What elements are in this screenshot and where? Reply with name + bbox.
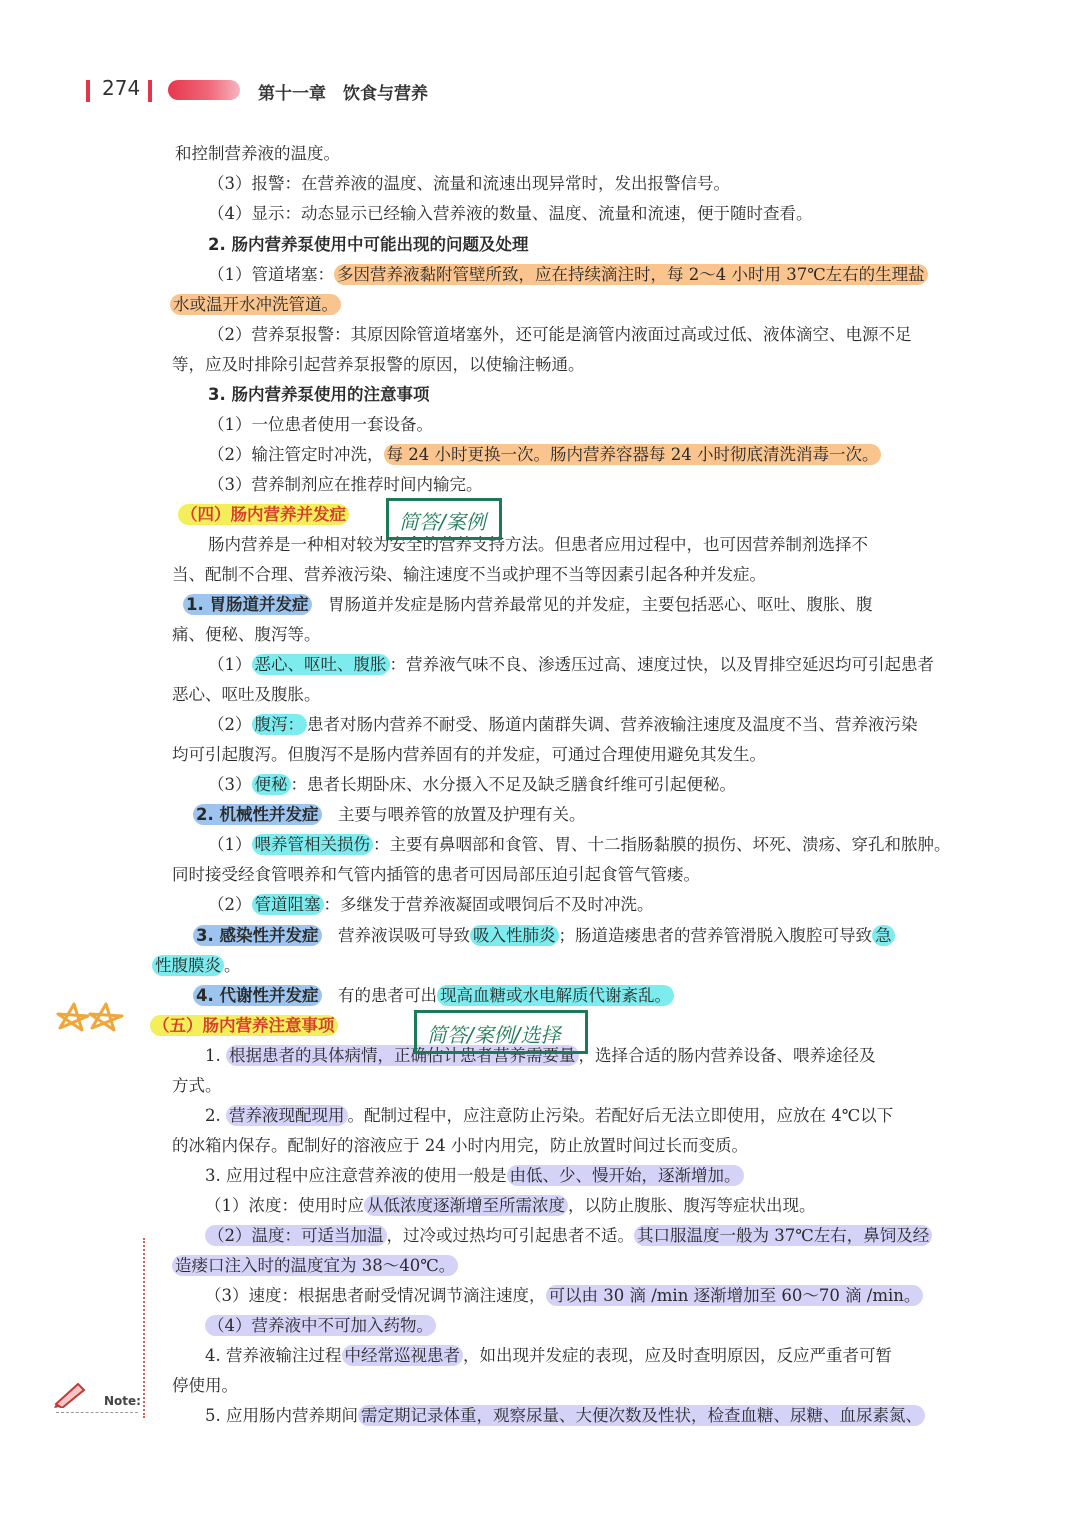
text-line [172, 563, 766, 587]
chapter-title: 第十一章 饮食与营养 [258, 84, 428, 104]
highlighted-text: 营养液现配现用 [226, 1105, 348, 1126]
highlighted-text: 恶心、呕吐、腹胀 [252, 654, 390, 675]
highlighted-text: 可以由 30 滴 /min 逐渐增加至 60～70 滴 /min。 [546, 1285, 924, 1306]
header-bar-left [86, 80, 90, 102]
text-segment: （3）营养制剂应在推荐时间内输完。 [208, 475, 483, 494]
text-segment: （1） [208, 835, 252, 854]
text-segment: ：患者长期卧床、水分摄入不足及缺乏膳食纤维可引起便秘。 [290, 775, 736, 794]
highlighted-text: 1. 胃肠道并发症 [183, 594, 312, 615]
handwritten-note-1: 简答/案例 [399, 510, 486, 534]
text-segment: 4. 营养液输注过程 [205, 1346, 342, 1365]
note-label: Note: [104, 1394, 141, 1408]
text-segment: 3. 肠内营养泵使用的注意事项 [208, 385, 430, 404]
text-line [172, 863, 700, 887]
highlighted-text: 管道阻塞 [252, 894, 324, 915]
handwritten-box-2 [414, 1010, 588, 1054]
text-segment: ；肠道造瘘患者的营养管滑脱入腹腔可导致 [558, 926, 872, 945]
text-line [193, 924, 895, 948]
text-segment: （2）输注管定时冲洗， [208, 445, 384, 464]
text-segment: 肠内营养是一种相对较为安全的营养支持方法。但患者应用过程中，也可因营养制剂选择不 [208, 535, 868, 554]
text-segment: 痛、便秘、腹泻等。 [172, 625, 321, 644]
text-line [205, 1194, 816, 1218]
text-segment: （1）浓度：使用时应 [205, 1196, 364, 1215]
text-line [208, 383, 430, 407]
highlighted-text: 需定期记录体重，观察尿量、大便次数及性状，检查血糖、尿糖、血尿素氮、 [358, 1405, 925, 1426]
text-segment: 当、配制不合理、营养液污染、输注速度不当或护理不当等因素引起各种并发症。 [172, 565, 766, 584]
highlighted-text: 现高血糖或水电解质代谢紊乱。 [437, 985, 674, 1006]
text-segment: （2） [208, 895, 252, 914]
text-segment: 主要与喂养管的放置及护理有关。 [321, 805, 586, 824]
text-segment: 等，应及时排除引起营养泵报警的原因，以使输注畅通。 [172, 355, 585, 374]
text-line [208, 653, 934, 677]
text-segment: 。 [224, 956, 241, 975]
text-line [208, 443, 881, 467]
highlighted-text: 根据患者的具体病情，正确估计患者营养需要量 [226, 1045, 579, 1066]
margin-dotted-rule [143, 1238, 145, 1418]
text-line [172, 623, 321, 647]
highlighted-text: 多因营养液黏附管壁所致，应在持续滴注时，每 2～4 小时用 37℃左右的生理盐 [334, 264, 928, 285]
highlighted-text: 造瘘口注入时的温度宜为 38～40℃。 [172, 1255, 458, 1276]
text-line [172, 353, 585, 377]
text-segment: （3）报警：在营养液的温度、流量和流速出现异常时，发出报警信号。 [208, 174, 730, 193]
text-segment: （1）一位患者使用一套设备。 [208, 415, 433, 434]
text-line [183, 593, 873, 617]
text-line [170, 293, 341, 317]
highlighted-text: 急 [872, 925, 895, 946]
text-line [208, 172, 730, 196]
highlighted-text: 喂养管相关损伤 [252, 834, 374, 855]
highlighted-text: （2）温度：可适当加温 [205, 1225, 387, 1246]
text-line [205, 1344, 892, 1368]
page-number: 274 [102, 76, 141, 100]
text-line [208, 413, 433, 437]
text-segment: 患者对肠内营养不耐受、肠道内菌群失调、营养液输注速度及温度不当、营养液污染 [307, 715, 918, 734]
text-segment: 停使用。 [172, 1376, 238, 1395]
text-segment: （3） [208, 775, 252, 794]
text-segment: ，过冷或过热均可引起患者不适。 [386, 1226, 634, 1245]
text-line [205, 1164, 744, 1188]
text-segment: 2. [205, 1106, 226, 1125]
text-segment: （3）速度：根据患者耐受情况调节滴注速度， [205, 1286, 546, 1305]
highlighted-text: （4）营养液中不可加入药物。 [205, 1315, 436, 1336]
text-segment: 1. [205, 1046, 226, 1065]
text-line [172, 683, 321, 707]
chapter-color-pill [168, 80, 240, 100]
text-segment: 3. 应用过程中应注意营养液的使用一般是 [205, 1166, 507, 1185]
highlighted-text: 吸入性肺炎 [470, 925, 559, 946]
text-segment: （2） [208, 715, 252, 734]
handwritten-box-1 [386, 498, 502, 540]
text-line [178, 503, 349, 527]
text-line [205, 1104, 893, 1128]
text-segment: ，如出现并发症的表现，应及时查明原因，反应严重者可暂 [463, 1346, 892, 1365]
text-line [208, 473, 483, 497]
text-line [208, 713, 918, 737]
text-line [152, 954, 241, 978]
text-segment: 恶心、呕吐及腹胀。 [172, 685, 321, 704]
text-segment: ：营养液气味不良、渗透压过高、速度过快，以及胃排空延迟均可引起患者 [389, 655, 934, 674]
text-line [208, 323, 912, 347]
highlighted-text: 由低、少、慢开始，逐渐增加。 [507, 1165, 744, 1186]
highlighted-text: 中经常巡视患者 [342, 1345, 464, 1366]
text-segment: 和控制营养液的温度。 [175, 144, 340, 163]
text-segment: （1） [208, 655, 252, 674]
highlighted-text: 4. 代谢性并发症 [193, 985, 322, 1006]
text-line [205, 1284, 923, 1308]
text-segment: ，选择合适的肠内营养设备、喂养途径及 [578, 1046, 876, 1065]
text-line [208, 893, 654, 917]
highlighted-text: 腹泻： [252, 714, 308, 735]
text-line [172, 743, 766, 767]
text-segment: 胃肠道并发症是肠内营养最常见的并发症，主要包括恶心、呕吐、腹胀、腹 [311, 595, 873, 614]
text-line [208, 263, 928, 287]
text-line [150, 1014, 338, 1038]
highlighted-text: 性腹膜炎 [152, 955, 224, 976]
text-line [205, 1314, 436, 1338]
pencil-icon [52, 1380, 92, 1408]
text-segment: （1）管道堵塞： [208, 265, 334, 284]
highlighted-text: 3. 感染性并发症 [193, 925, 322, 946]
text-line [208, 773, 736, 797]
text-segment: （4）显示：动态显示已经输入营养液的数量、温度、流量和流速，便于随时查看。 [208, 204, 813, 223]
text-segment: 同时接受经食管喂养和气管内插管的患者可因局部压迫引起食管气管瘘。 [172, 865, 700, 884]
text-segment: 2. 肠内营养泵使用中可能出现的问题及处理 [208, 235, 529, 254]
highlighted-text: 其口服温度一般为 37℃左右，鼻饲及经 [634, 1225, 932, 1246]
highlighted-text: 便秘 [252, 774, 291, 795]
text-line [205, 1224, 932, 1248]
text-segment: ：多继发于营养液凝固或喂饲后不及时冲洗。 [323, 895, 654, 914]
text-segment: 营养液误吸可导致 [321, 926, 470, 945]
text-line [172, 1074, 222, 1098]
highlighted-text: （五）肠内营养注意事项 [150, 1015, 338, 1036]
text-segment: ，以防止腹胀、腹泻等症状出现。 [568, 1196, 816, 1215]
text-segment: 均可引起腹泻。但腹泻不是肠内营养固有的并发症，可通过合理使用避免其发生。 [172, 745, 766, 764]
text-line [175, 142, 340, 166]
highlighted-text: 2. 机械性并发症 [193, 804, 322, 825]
text-segment: 5. 应用肠内营养期间 [205, 1406, 358, 1425]
highlighted-text: 从低浓度逐渐增至所需浓度 [364, 1195, 568, 1216]
text-line [172, 1374, 238, 1398]
text-line [208, 202, 813, 226]
text-segment: 方式。 [172, 1076, 222, 1095]
text-line [172, 1254, 458, 1278]
highlighted-text: （四）肠内营养并发症 [178, 504, 349, 525]
text-line [208, 833, 951, 857]
text-line [205, 1404, 925, 1428]
handwritten-stars-icon [52, 998, 132, 1038]
text-line [193, 803, 586, 827]
header-bar-right [148, 80, 152, 102]
highlighted-text: 水或温开水冲洗管道。 [170, 294, 341, 315]
text-line [193, 984, 674, 1008]
text-segment: （2）营养泵报警：其原因除管道堵塞外，还可能是滴管内液面过高或过低、液体滴空、电源不足 [208, 325, 912, 344]
text-line [208, 233, 529, 257]
text-line [172, 1134, 748, 1158]
handwritten-note-2: 简答/案例/选择 [427, 1023, 561, 1047]
text-segment: 。配制过程中，应注意防止污染。若配好后无法立即使用，应放在 4℃以下 [347, 1106, 894, 1125]
text-segment: ：主要有鼻咽部和食管、胃、十二指肠黏膜的损伤、坏死、溃疡、穿孔和脓肿。 [373, 835, 951, 854]
text-segment: 有的患者可出 [321, 986, 437, 1005]
text-line [208, 533, 868, 557]
note-rule [56, 1412, 138, 1413]
highlighted-text: 每 24 小时更换一次。肠内营养容器每 24 小时彻底清洗消毒一次。 [384, 444, 882, 465]
text-segment: 的冰箱内保存。配制好的溶液应于 24 小时内用完，防止放置时间过长而变质。 [172, 1136, 748, 1155]
